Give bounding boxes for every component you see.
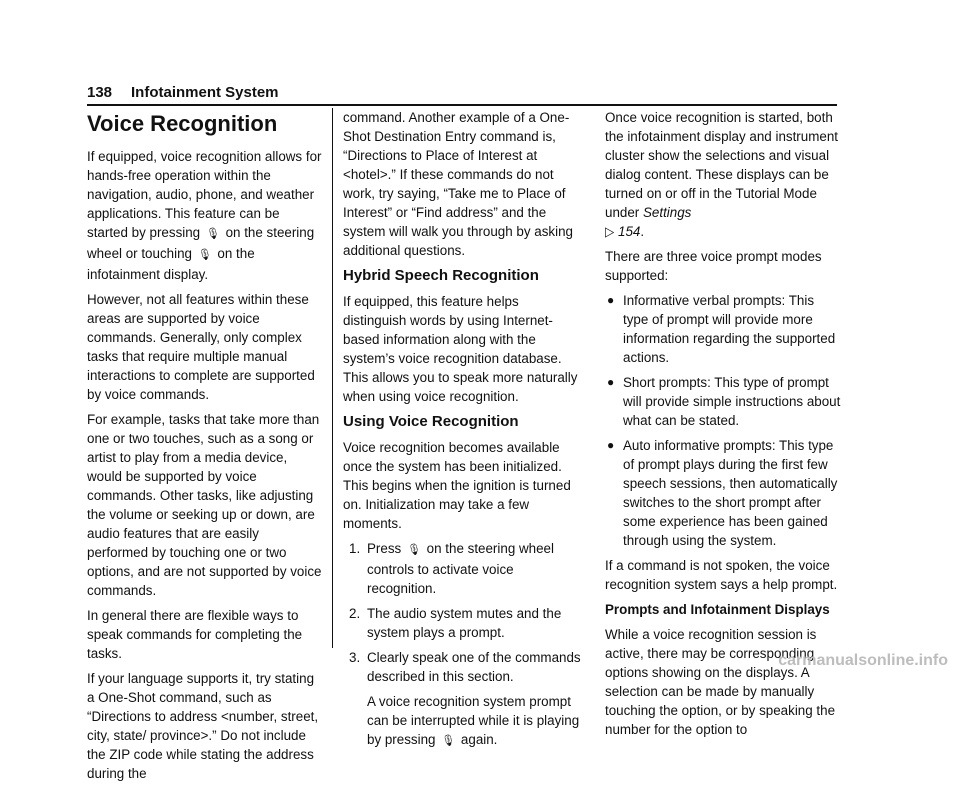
step-text: The audio system mutes and the system plays a prompt. <box>367 606 562 640</box>
column-divider <box>332 108 333 648</box>
prompt-modes-list <box>605 291 843 550</box>
bullet-text: Short prompts: This type of prompt will provide simple instructions about what can be stated. <box>623 375 841 428</box>
column-3 <box>605 108 843 745</box>
bullet-text: Auto informative prompts: This type of prompt plays during the first few speech sessions, then automatically switches to the short prompt after some experience has been gained through using the system. <box>623 438 838 548</box>
column-2 <box>343 108 585 757</box>
heading-using-voice: Using Voice Recognition <box>343 413 519 430</box>
paragraph: If a command is not spoken, the voice recognition system says a help prompt. <box>605 558 838 592</box>
voice-recognition-icon: 🎙︎ <box>406 544 421 556</box>
list-item <box>605 291 843 367</box>
bullet-icon: ● <box>607 438 615 452</box>
section-title: Infotainment System <box>131 84 279 101</box>
bullet-icon: ● <box>607 293 615 307</box>
intro-text-b: on the steering wheel or touching <box>87 225 315 261</box>
page-reference-icon: ▷ <box>605 224 615 239</box>
page-reference-link[interactable]: 154 <box>618 224 641 239</box>
list-item <box>343 539 585 598</box>
paragraph: If equipped, this feature helps distinguish words by using Internet-based information along with the system’s voice recognition database. This allows you to speak more naturally when using voice recognition. <box>343 294 578 404</box>
heading-hybrid-speech: Hybrid Speech Recognition <box>343 267 539 284</box>
paragraph: There are three voice prompt modes supported: <box>605 249 822 283</box>
page-number: 138 <box>87 84 113 101</box>
list-item <box>343 648 585 686</box>
list-item <box>605 436 843 550</box>
note-text: A voice recognition system prompt can be interrupted while it is playing by pressing <box>367 694 580 747</box>
step-text: Press <box>367 541 402 556</box>
bullet-text: Informative verbal prompts: This type of prompt will provide more information regarding the supported actions. <box>623 293 836 365</box>
paragraph: Voice recognition becomes available once the system has been initialized. This begins when the ignition is turned on. Initialization may take a few moments. <box>343 440 571 531</box>
intro-text-a: If equipped, voice recognition allows for hands-free operation within the navigation, audio, phone, and weather applications. This feature can be started by pressing <box>87 149 322 240</box>
page-header <box>87 82 837 106</box>
step-number: 1. <box>349 541 361 556</box>
paragraph-text: Once voice recognition is started, both the infotainment display and instrument cluster show the selections and visual dialog content. These displays can be turned on or off in the Tutorial Mode under <box>605 110 838 220</box>
column-1 <box>87 108 323 789</box>
paragraph: command. Another example of a One-Shot Destination Entry command is, “Directions to Place of Interest at <hotel>.” If these commands do not work, try saying, “Take me to Place of Interest” or “Find address” and the system will walk you through by asking additional questions. <box>343 110 573 258</box>
step-text: Clearly speak one of the commands described in this section. <box>367 650 581 684</box>
watermark: carmanualsonline.info <box>778 652 948 669</box>
step-number: 2. <box>349 606 361 621</box>
paragraph: If your language supports it, try stating a One-Shot command, such as “Directions to address <number, street, city, state/ province>.” Do not include the ZIP code while stating the address during the <box>87 671 319 781</box>
paragraph: In general there are flexible ways to speak commands for completing the tasks. <box>87 608 303 661</box>
paragraph: While a voice recognition session is active, there may be corresponding options showing on the displays. A selection can be made by manually touching the option, or by speaking the number for the option to <box>605 627 836 737</box>
note-text: again. <box>460 732 498 747</box>
intro-text-c: on the infotainment display. <box>87 246 255 282</box>
step-note <box>343 692 585 751</box>
settings-reference: Settings <box>642 205 692 220</box>
list-item <box>343 604 585 642</box>
paragraph: Once voice recognition is started, both the infotainment display and instrument cluster show the selections and visual dialog content. These displays can be turned on or off in the Tutorial Mode under Settings ▷ 154. <box>605 110 838 239</box>
voice-recognition-icon: 🎙︎ <box>197 249 212 261</box>
bullet-icon: ● <box>607 375 615 389</box>
paragraph: For example, tasks that take more than one or two touches, such as a song or artist to play from a media device, would be supported by voice commands. Other tasks, like adjusting the volume or seeking up or down, are audio features that are easily performed by touching one or two options, and are not supported by voice commands. <box>87 412 322 598</box>
step-number: 3. <box>349 650 361 665</box>
paragraph: However, not all features within these areas are supported by voice commands. Generally, only complex tasks that require multiple manual interactions to complete are supported by voice commands. <box>87 292 315 402</box>
step-text: on the steering wheel controls to activate voice recognition. <box>367 541 554 596</box>
voice-recognition-icon: 🎙︎ <box>441 735 456 747</box>
page-title: Voice Recognition <box>87 111 278 136</box>
voice-recognition-icon: 🎙︎ <box>205 228 220 240</box>
steps-list <box>343 539 585 686</box>
subheading-prompts: Prompts and Infotainment Displays <box>605 602 830 617</box>
intro-paragraph <box>87 147 323 284</box>
list-item <box>605 373 843 430</box>
